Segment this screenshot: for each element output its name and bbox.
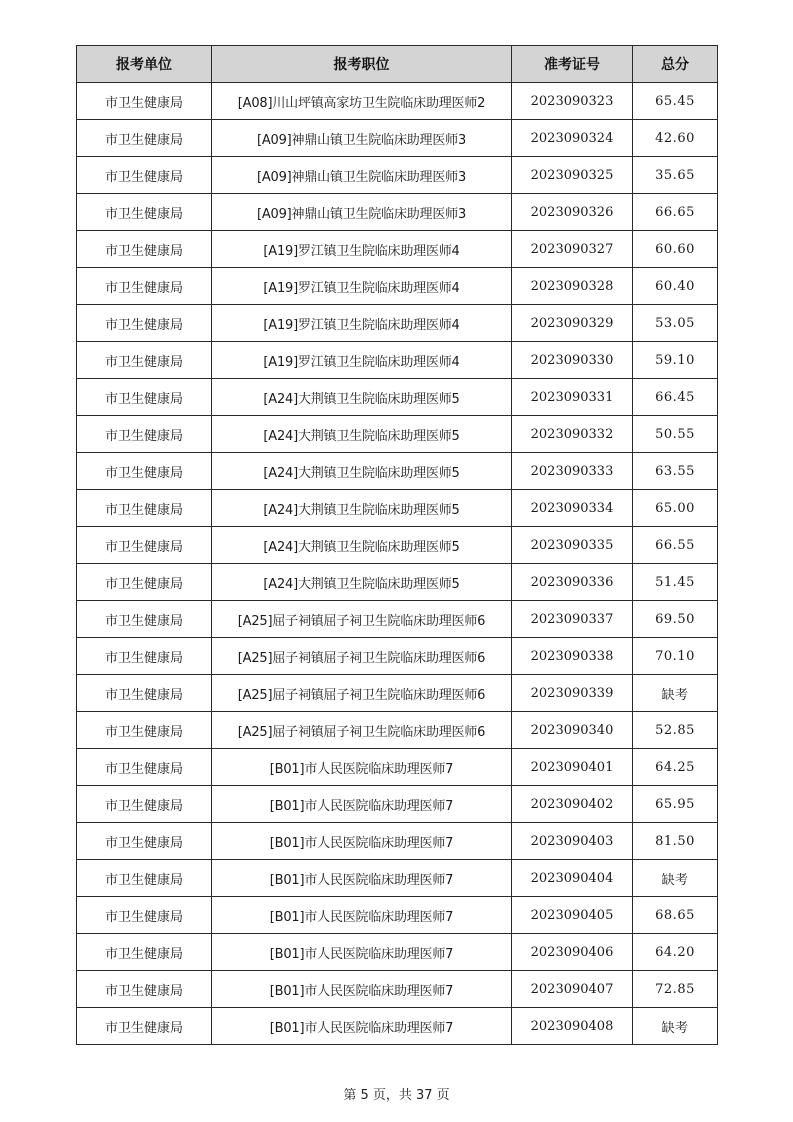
table-row [77,157,718,194]
cell-position: [A09]神鼎山镇卫生院临床助理医师3 [212,157,512,194]
table-row [77,786,718,823]
cell-exam-id: 2023090407 [512,971,633,1008]
cell-unit: 市卫生健康局 [77,564,212,601]
cell-unit: 市卫生健康局 [77,416,212,453]
table-row [77,416,718,453]
cell-position: [B01]市人民医院临床助理医师7 [212,823,512,860]
cell-exam-id: 2023090323 [512,83,633,120]
table-body [77,83,718,1045]
cell-unit: 市卫生健康局 [77,601,212,638]
results-table [76,45,718,1045]
cell-position: [A24]大荆镇卫生院临床助理医师5 [212,453,512,490]
cell-position: [A08]川山坪镇高家坊卫生院临床助理医师2 [212,83,512,120]
cell-unit: 市卫生健康局 [77,379,212,416]
cell-unit: 市卫生健康局 [77,527,212,564]
cell-position: [B01]市人民医院临床助理医师7 [212,934,512,971]
cell-total-score: 66.65 [633,194,718,231]
cell-unit: 市卫生健康局 [77,453,212,490]
cell-exam-id: 2023090333 [512,453,633,490]
cell-total-score: 72.85 [633,971,718,1008]
cell-exam-id: 2023090404 [512,860,633,897]
cell-exam-id: 2023090330 [512,342,633,379]
cell-position: [B01]市人民医院临床助理医师7 [212,786,512,823]
cell-exam-id: 2023090334 [512,490,633,527]
cell-position: [B01]市人民医院临床助理医师7 [212,1008,512,1045]
cell-total-score: 52.85 [633,712,718,749]
table-row [77,120,718,157]
cell-unit: 市卫生健康局 [77,490,212,527]
table-row [77,342,718,379]
cell-unit: 市卫生健康局 [77,638,212,675]
cell-exam-id: 2023090403 [512,823,633,860]
cell-position: [A19]罗江镇卫生院临床助理医师4 [212,342,512,379]
cell-exam-id: 2023090331 [512,379,633,416]
cell-unit: 市卫生健康局 [77,120,212,157]
cell-position: [A24]大荆镇卫生院临床助理医师5 [212,564,512,601]
cell-exam-id: 2023090406 [512,934,633,971]
cell-total-score: 66.45 [633,379,718,416]
cell-unit: 市卫生健康局 [77,268,212,305]
cell-total-score: 65.45 [633,83,718,120]
cell-total-score: 70.10 [633,638,718,675]
cell-unit: 市卫生健康局 [77,712,212,749]
table-row [77,860,718,897]
cell-position: [A09]神鼎山镇卫生院临床助理医师3 [212,194,512,231]
table-row [77,231,718,268]
cell-exam-id: 2023090408 [512,1008,633,1045]
cell-total-score: 缺考 [633,1008,718,1045]
cell-position: [A24]大荆镇卫生院临床助理医师5 [212,416,512,453]
cell-position: [B01]市人民医院临床助理医师7 [212,971,512,1008]
cell-unit: 市卫生健康局 [77,342,212,379]
cell-total-score: 51.45 [633,564,718,601]
cell-unit: 市卫生健康局 [77,231,212,268]
table-row [77,675,718,712]
table-row [77,601,718,638]
table-row [77,897,718,934]
cell-unit: 市卫生健康局 [77,971,212,1008]
cell-total-score: 65.95 [633,786,718,823]
table-row [77,749,718,786]
cell-total-score: 50.55 [633,416,718,453]
cell-total-score: 65.00 [633,490,718,527]
cell-exam-id: 2023090340 [512,712,633,749]
cell-position: [A09]神鼎山镇卫生院临床助理医师3 [212,120,512,157]
table-row [77,490,718,527]
table-header [77,46,718,83]
cell-unit: 市卫生健康局 [77,675,212,712]
cell-position: [A25]屈子祠镇屈子祠卫生院临床助理医师6 [212,675,512,712]
cell-exam-id: 2023090324 [512,120,633,157]
cell-exam-id: 2023090402 [512,786,633,823]
cell-exam-id: 2023090325 [512,157,633,194]
header-unit: 报考单位 [77,46,212,83]
cell-unit: 市卫生健康局 [77,83,212,120]
cell-position: [A25]屈子祠镇屈子祠卫生院临床助理医师6 [212,638,512,675]
cell-exam-id: 2023090326 [512,194,633,231]
table-row [77,453,718,490]
cell-position: [B01]市人民医院临床助理医师7 [212,860,512,897]
cell-unit: 市卫生健康局 [77,823,212,860]
cell-position: [A19]罗江镇卫生院临床助理医师4 [212,305,512,342]
cell-unit: 市卫生健康局 [77,305,212,342]
cell-total-score: 60.60 [633,231,718,268]
cell-position: [A24]大荆镇卫生院临床助理医师5 [212,490,512,527]
cell-total-score: 缺考 [633,860,718,897]
cell-exam-id: 2023090405 [512,897,633,934]
cell-unit: 市卫生健康局 [77,157,212,194]
table-row [77,83,718,120]
cell-position: [B01]市人民医院临床助理医师7 [212,749,512,786]
table-row [77,305,718,342]
table-row [77,934,718,971]
header-total-score: 总分 [633,46,718,83]
page-number: 第 5 页，共 37 页 [343,1088,450,1103]
cell-exam-id: 2023090336 [512,564,633,601]
header-exam-id: 准考证号 [512,46,633,83]
cell-position: [A24]大荆镇卫生院临床助理医师5 [212,527,512,564]
table-row [77,527,718,564]
cell-exam-id: 2023090339 [512,675,633,712]
cell-unit: 市卫生健康局 [77,860,212,897]
table-row [77,1008,718,1045]
cell-exam-id: 2023090338 [512,638,633,675]
table-row [77,971,718,1008]
cell-unit: 市卫生健康局 [77,194,212,231]
cell-total-score: 63.55 [633,453,718,490]
table-row [77,194,718,231]
cell-exam-id: 2023090401 [512,749,633,786]
cell-total-score: 64.25 [633,749,718,786]
cell-exam-id: 2023090335 [512,527,633,564]
table-row [77,564,718,601]
cell-exam-id: 2023090329 [512,305,633,342]
cell-unit: 市卫生健康局 [77,1008,212,1045]
cell-total-score: 64.20 [633,934,718,971]
cell-exam-id: 2023090337 [512,601,633,638]
cell-total-score: 35.65 [633,157,718,194]
cell-total-score: 66.55 [633,527,718,564]
cell-total-score: 53.05 [633,305,718,342]
table-row [77,712,718,749]
header-row [77,46,718,83]
cell-position: [A19]罗江镇卫生院临床助理医师4 [212,231,512,268]
cell-total-score: 缺考 [633,675,718,712]
cell-exam-id: 2023090332 [512,416,633,453]
cell-unit: 市卫生健康局 [77,786,212,823]
cell-total-score: 42.60 [633,120,718,157]
header-position: 报考职位 [212,46,512,83]
cell-position: [A24]大荆镇卫生院临床助理医师5 [212,379,512,416]
table-row [77,638,718,675]
cell-exam-id: 2023090327 [512,231,633,268]
cell-position: [A19]罗江镇卫生院临床助理医师4 [212,268,512,305]
table-row [77,823,718,860]
cell-unit: 市卫生健康局 [77,749,212,786]
cell-total-score: 81.50 [633,823,718,860]
cell-unit: 市卫生健康局 [77,934,212,971]
cell-unit: 市卫生健康局 [77,897,212,934]
cell-total-score: 68.65 [633,897,718,934]
cell-total-score: 60.40 [633,268,718,305]
cell-exam-id: 2023090328 [512,268,633,305]
cell-total-score: 59.10 [633,342,718,379]
cell-position: [A25]屈子祠镇屈子祠卫生院临床助理医师6 [212,601,512,638]
cell-total-score: 69.50 [633,601,718,638]
cell-position: [A25]屈子祠镇屈子祠卫生院临床助理医师6 [212,712,512,749]
table-row [77,268,718,305]
cell-position: [B01]市人民医院临床助理医师7 [212,897,512,934]
table-row [77,379,718,416]
